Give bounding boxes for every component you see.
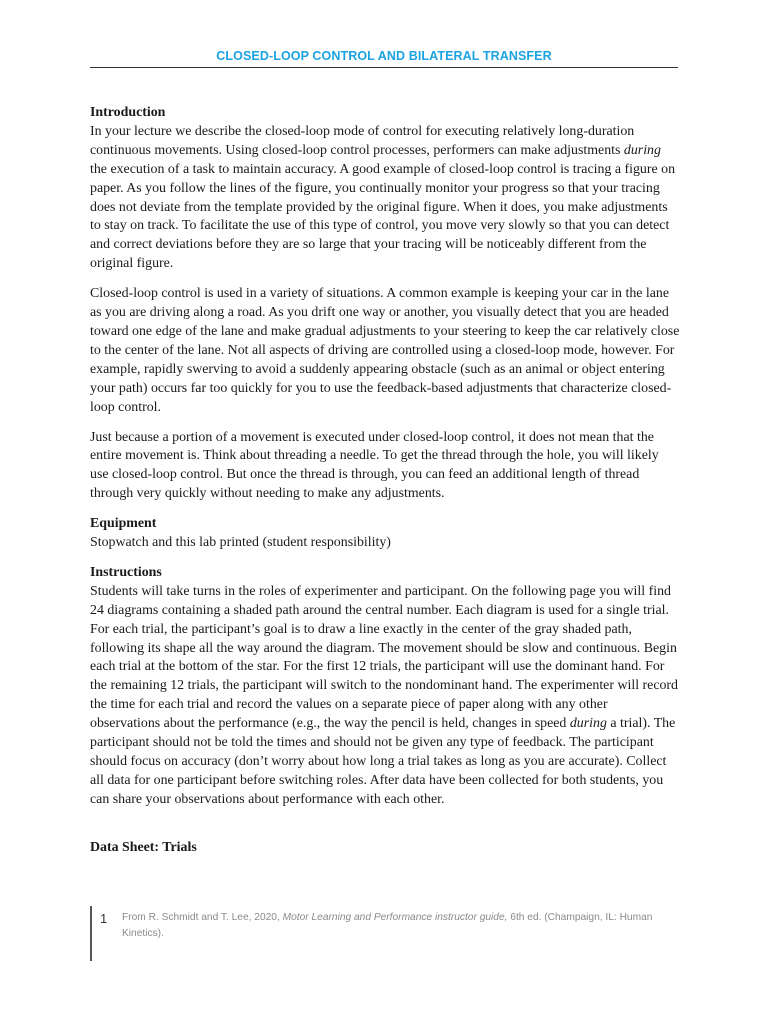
text-run: a trial). The participant should not be told the times and should not be given any type of feedback. The participant should focus on accuracy (don’t worry about how long a trial takes as long as you are accurate). Collect all data for one participant before switching roles. After data have been collected for both students, you can share your observations about performance with each other. <box>90 716 676 807</box>
emphasis-text: during <box>623 142 661 158</box>
emphasis-text: during <box>569 716 607 732</box>
page-number: 1 <box>100 911 108 926</box>
equipment-text: Stopwatch and this lab printed (student responsibility) <box>90 535 391 551</box>
header-rule <box>90 67 678 68</box>
running-header-title: CLOSED-LOOP CONTROL AND BILATERAL TRANSFER <box>216 49 552 63</box>
source-citation <box>122 910 667 941</box>
introduction-paragraph-2: Closed-loop control is used in a variety of situations. A common example is keeping your car in the lane as you are driving along a road. As you drift one way or another, you visually detect that you are headed toward one edge of the lane and make gradual adjustments to your steering to keep the car relatively close to the center of the lane. Not all aspects of driving are controlled using a closed-loop mode, however. For example, rapidly swerving to avoid a suddenly appearing obstacle (such as an animal or object entering your path) occurs far too quickly for you to use the feedback-based adjustments that characterize closed-loop control. <box>90 286 680 415</box>
instructions-paragraph <box>90 583 680 810</box>
footnote <box>90 906 682 961</box>
text-run: From R. Schmidt and T. Lee, 2020, <box>122 912 283 923</box>
instructions-heading: Instructions <box>90 564 162 580</box>
text-run: Students will take turns in the roles of experimenter and participant. On the following page you will find 24 diagrams containing a shaded path around the central number. Each diagram is used for a single trial. For each trial, the participant’s goal is to draw a line exactly in the center of the gray shaded path, following its shape all the way around the diagram. The movement should be slow and continuous. Begin each trial at the bottom of the star. For the first 12 trials, the participant will use the dominant hand. For the remaining 12 trials, the participant will switch to the nondominant hand. The experimenter will record the time for each trial and record the values on a separate piece of paper along with any other observations about the performance (e.g., the way the pencil is held, changes in speed <box>90 583 679 732</box>
document-body <box>90 104 680 858</box>
introduction-heading: Introduction <box>90 105 166 120</box>
emphasis-text: Motor Learning and Performance instructor guide, <box>282 912 508 923</box>
equipment-heading: Equipment <box>90 516 157 532</box>
datasheet-heading: Data Sheet: Trials <box>90 839 197 855</box>
introduction-paragraph-1 <box>90 123 680 274</box>
text-run: In your lecture we describe the closed-loop mode of control for executing relatively long-duration continuous movements. Using closed-loop control processes, performers can make adjustments <box>90 123 635 158</box>
text-run: 6th ed. (Champaign, IL: Human Kinetics). <box>122 912 653 939</box>
text-run: the execution of a task to maintain accuracy. A good example of closed-loop control is tracing a figure on paper. As you follow the lines of the figure, you continually monitor your progress so that your tracing does not deviate from the template provided by the original figure. When it does, you make adjustments to stay on track. To facilitate the use of this type of control, you move very slowly so that you can detect and correct deviations before they are so large that your tracing will be noticeably different from the original figure. <box>90 161 676 272</box>
introduction-paragraph-3: Just because a portion of a movement is executed under closed-loop control, it does not mean that the entire movement is. Think about threading a needle. To get the thread through the hole, you will likely use closed-loop control. But once the thread is through, you can feed an additional length of thread through very quickly without needing to make any adjustments. <box>90 429 659 502</box>
